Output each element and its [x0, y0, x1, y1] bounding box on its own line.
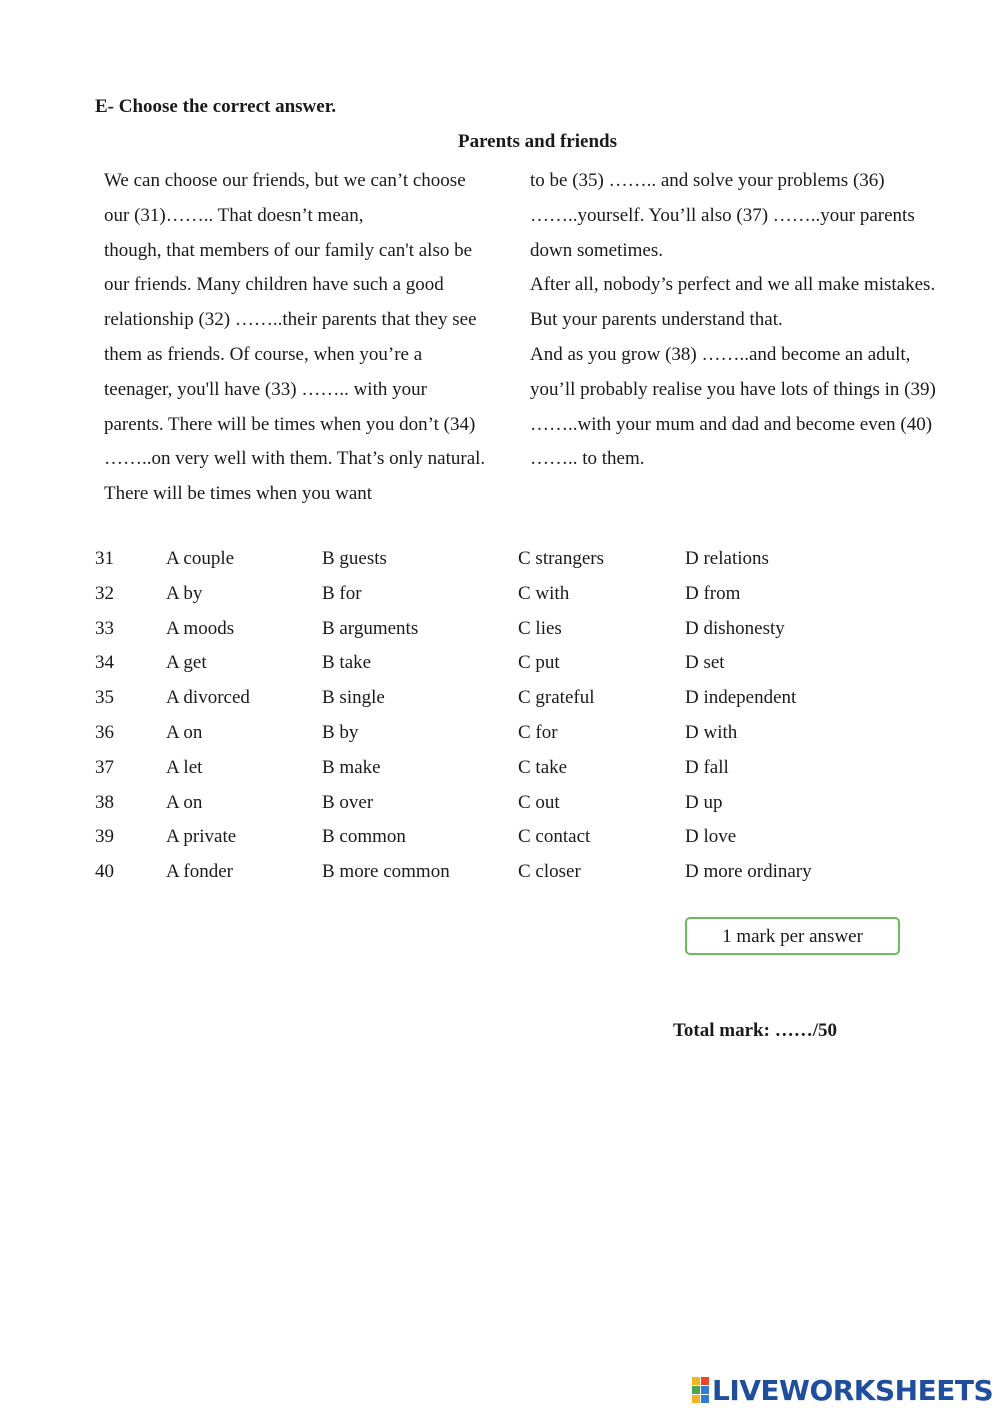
option-d[interactable]: D from — [685, 582, 741, 604]
option-c[interactable]: C strangers — [518, 548, 605, 569]
passage-line: …….. to them. — [530, 448, 645, 470]
question-row — [95, 577, 895, 612]
option-b[interactable]: B common — [322, 826, 406, 848]
option-d[interactable]: D dishonesty — [685, 617, 785, 639]
passage-line: our friends. Many children have such a good — [104, 274, 444, 296]
passage-line: ……..on very well with them. That’s only natural. — [104, 448, 486, 470]
question-row — [95, 542, 895, 577]
option-b[interactable]: B for — [322, 582, 362, 604]
option-b[interactable]: B make — [322, 756, 381, 778]
liveworksheets-logo-text: LIVEWORKSHEETS — [712, 1373, 994, 1407]
question-number: 34 — [95, 652, 114, 674]
option-c[interactable]: C take — [518, 756, 568, 778]
option-a[interactable]: A moods — [166, 617, 235, 639]
question-row — [95, 681, 895, 716]
option-b[interactable]: B single — [322, 687, 385, 709]
question-row — [95, 820, 895, 855]
passage-title: Parents and friends — [457, 131, 618, 152]
question-row — [95, 716, 895, 751]
question-row — [95, 855, 895, 890]
option-c[interactable]: C with — [518, 582, 570, 604]
question-row — [95, 751, 895, 786]
passage-line: But your parents understand that. — [530, 309, 783, 331]
question-row — [95, 612, 895, 647]
passage-line: teenager, you'll have (33) …….. with your — [104, 378, 427, 400]
passage-line: We can choose our friends, but we can’t choose — [104, 170, 466, 191]
passage-line: you’ll probably realise you have lots of things in (39) — [530, 378, 936, 400]
question-number: 33 — [95, 617, 114, 639]
option-d[interactable]: D independent — [685, 687, 797, 709]
option-a[interactable]: A couple — [166, 548, 235, 569]
option-b[interactable]: B take — [322, 652, 372, 674]
option-a[interactable]: A on — [166, 791, 203, 813]
option-c[interactable]: C put — [518, 652, 560, 674]
question-number: 40 — [95, 861, 114, 883]
option-a[interactable]: A by — [166, 582, 203, 604]
option-a[interactable]: A fonder — [166, 861, 234, 883]
total-mark: Total mark: ……/50 — [673, 1020, 837, 1041]
option-c[interactable]: C grateful — [518, 687, 595, 709]
question-number: 38 — [95, 791, 114, 813]
option-c[interactable]: C contact — [518, 826, 591, 848]
logo-square — [701, 1395, 709, 1403]
logo-square — [692, 1377, 700, 1385]
logo-square — [692, 1395, 700, 1403]
passage-line: After all, nobody’s perfect and we all make mistakes. — [530, 274, 936, 296]
passage-line: though, that members of our family can't also be — [104, 239, 473, 261]
option-d[interactable]: D more ordinary — [685, 861, 812, 883]
option-d[interactable]: D fall — [685, 756, 729, 778]
question-row — [95, 646, 895, 681]
option-b[interactable]: B guests — [322, 548, 387, 569]
passage-line: And as you grow (38) ……..and become an adult, — [530, 343, 911, 365]
question-number: 31 — [95, 548, 114, 569]
option-c[interactable]: C lies — [518, 617, 562, 639]
option-c[interactable]: C for — [518, 721, 558, 743]
question-number: 32 — [95, 582, 114, 604]
option-a[interactable]: A private — [166, 826, 237, 848]
option-d[interactable]: D up — [685, 791, 723, 813]
passage-line: them as friends. Of course, when you’re a — [104, 343, 423, 365]
liveworksheets-logo-icon — [692, 1377, 709, 1403]
option-a[interactable]: A let — [166, 756, 203, 778]
logo-square — [701, 1377, 709, 1385]
option-d[interactable]: D with — [685, 721, 738, 743]
answer-options-table — [95, 542, 895, 890]
liveworksheets-logo — [692, 1374, 993, 1406]
passage-left-column — [104, 164, 519, 512]
option-c[interactable]: C out — [518, 791, 560, 813]
passage-line: our (31)…….. That doesn’t mean, — [104, 204, 364, 226]
question-number: 37 — [95, 756, 114, 778]
passage-right-column — [530, 164, 970, 477]
passage-line: relationship (32) ……..their parents that they see — [104, 309, 477, 331]
question-number: 39 — [95, 826, 114, 848]
option-c[interactable]: C closer — [518, 861, 581, 883]
option-b[interactable]: B more common — [322, 861, 450, 883]
passage-line: parents. There will be times when you don’t (34) — [104, 413, 476, 435]
option-d[interactable]: D set — [685, 652, 725, 674]
option-b[interactable]: B over — [322, 791, 374, 813]
option-b[interactable]: B by — [322, 721, 359, 743]
question-row — [95, 786, 895, 821]
passage-line: to be (35) …….. and solve your problems (36) — [530, 170, 885, 191]
option-d[interactable]: D relations — [685, 548, 769, 569]
section-heading: E- Choose the correct answer. — [95, 96, 337, 117]
mark-per-answer-box: 1 mark per answer — [685, 917, 900, 955]
passage-line: ……..yourself. You’ll also (37) ……..your parents — [530, 204, 915, 226]
option-d[interactable]: D love — [685, 826, 737, 848]
passage-line: There will be times when you want — [104, 483, 373, 505]
question-number: 35 — [95, 687, 114, 709]
logo-square — [692, 1386, 700, 1394]
question-number: 36 — [95, 721, 114, 743]
logo-square — [701, 1386, 709, 1394]
passage-line: ……..with your mum and dad and become even (40) — [530, 413, 933, 435]
option-b[interactable]: B arguments — [322, 617, 419, 639]
option-a[interactable]: A divorced — [166, 687, 250, 709]
option-a[interactable]: A on — [166, 721, 203, 743]
passage-line: down sometimes. — [530, 239, 663, 261]
option-a[interactable]: A get — [166, 652, 207, 674]
